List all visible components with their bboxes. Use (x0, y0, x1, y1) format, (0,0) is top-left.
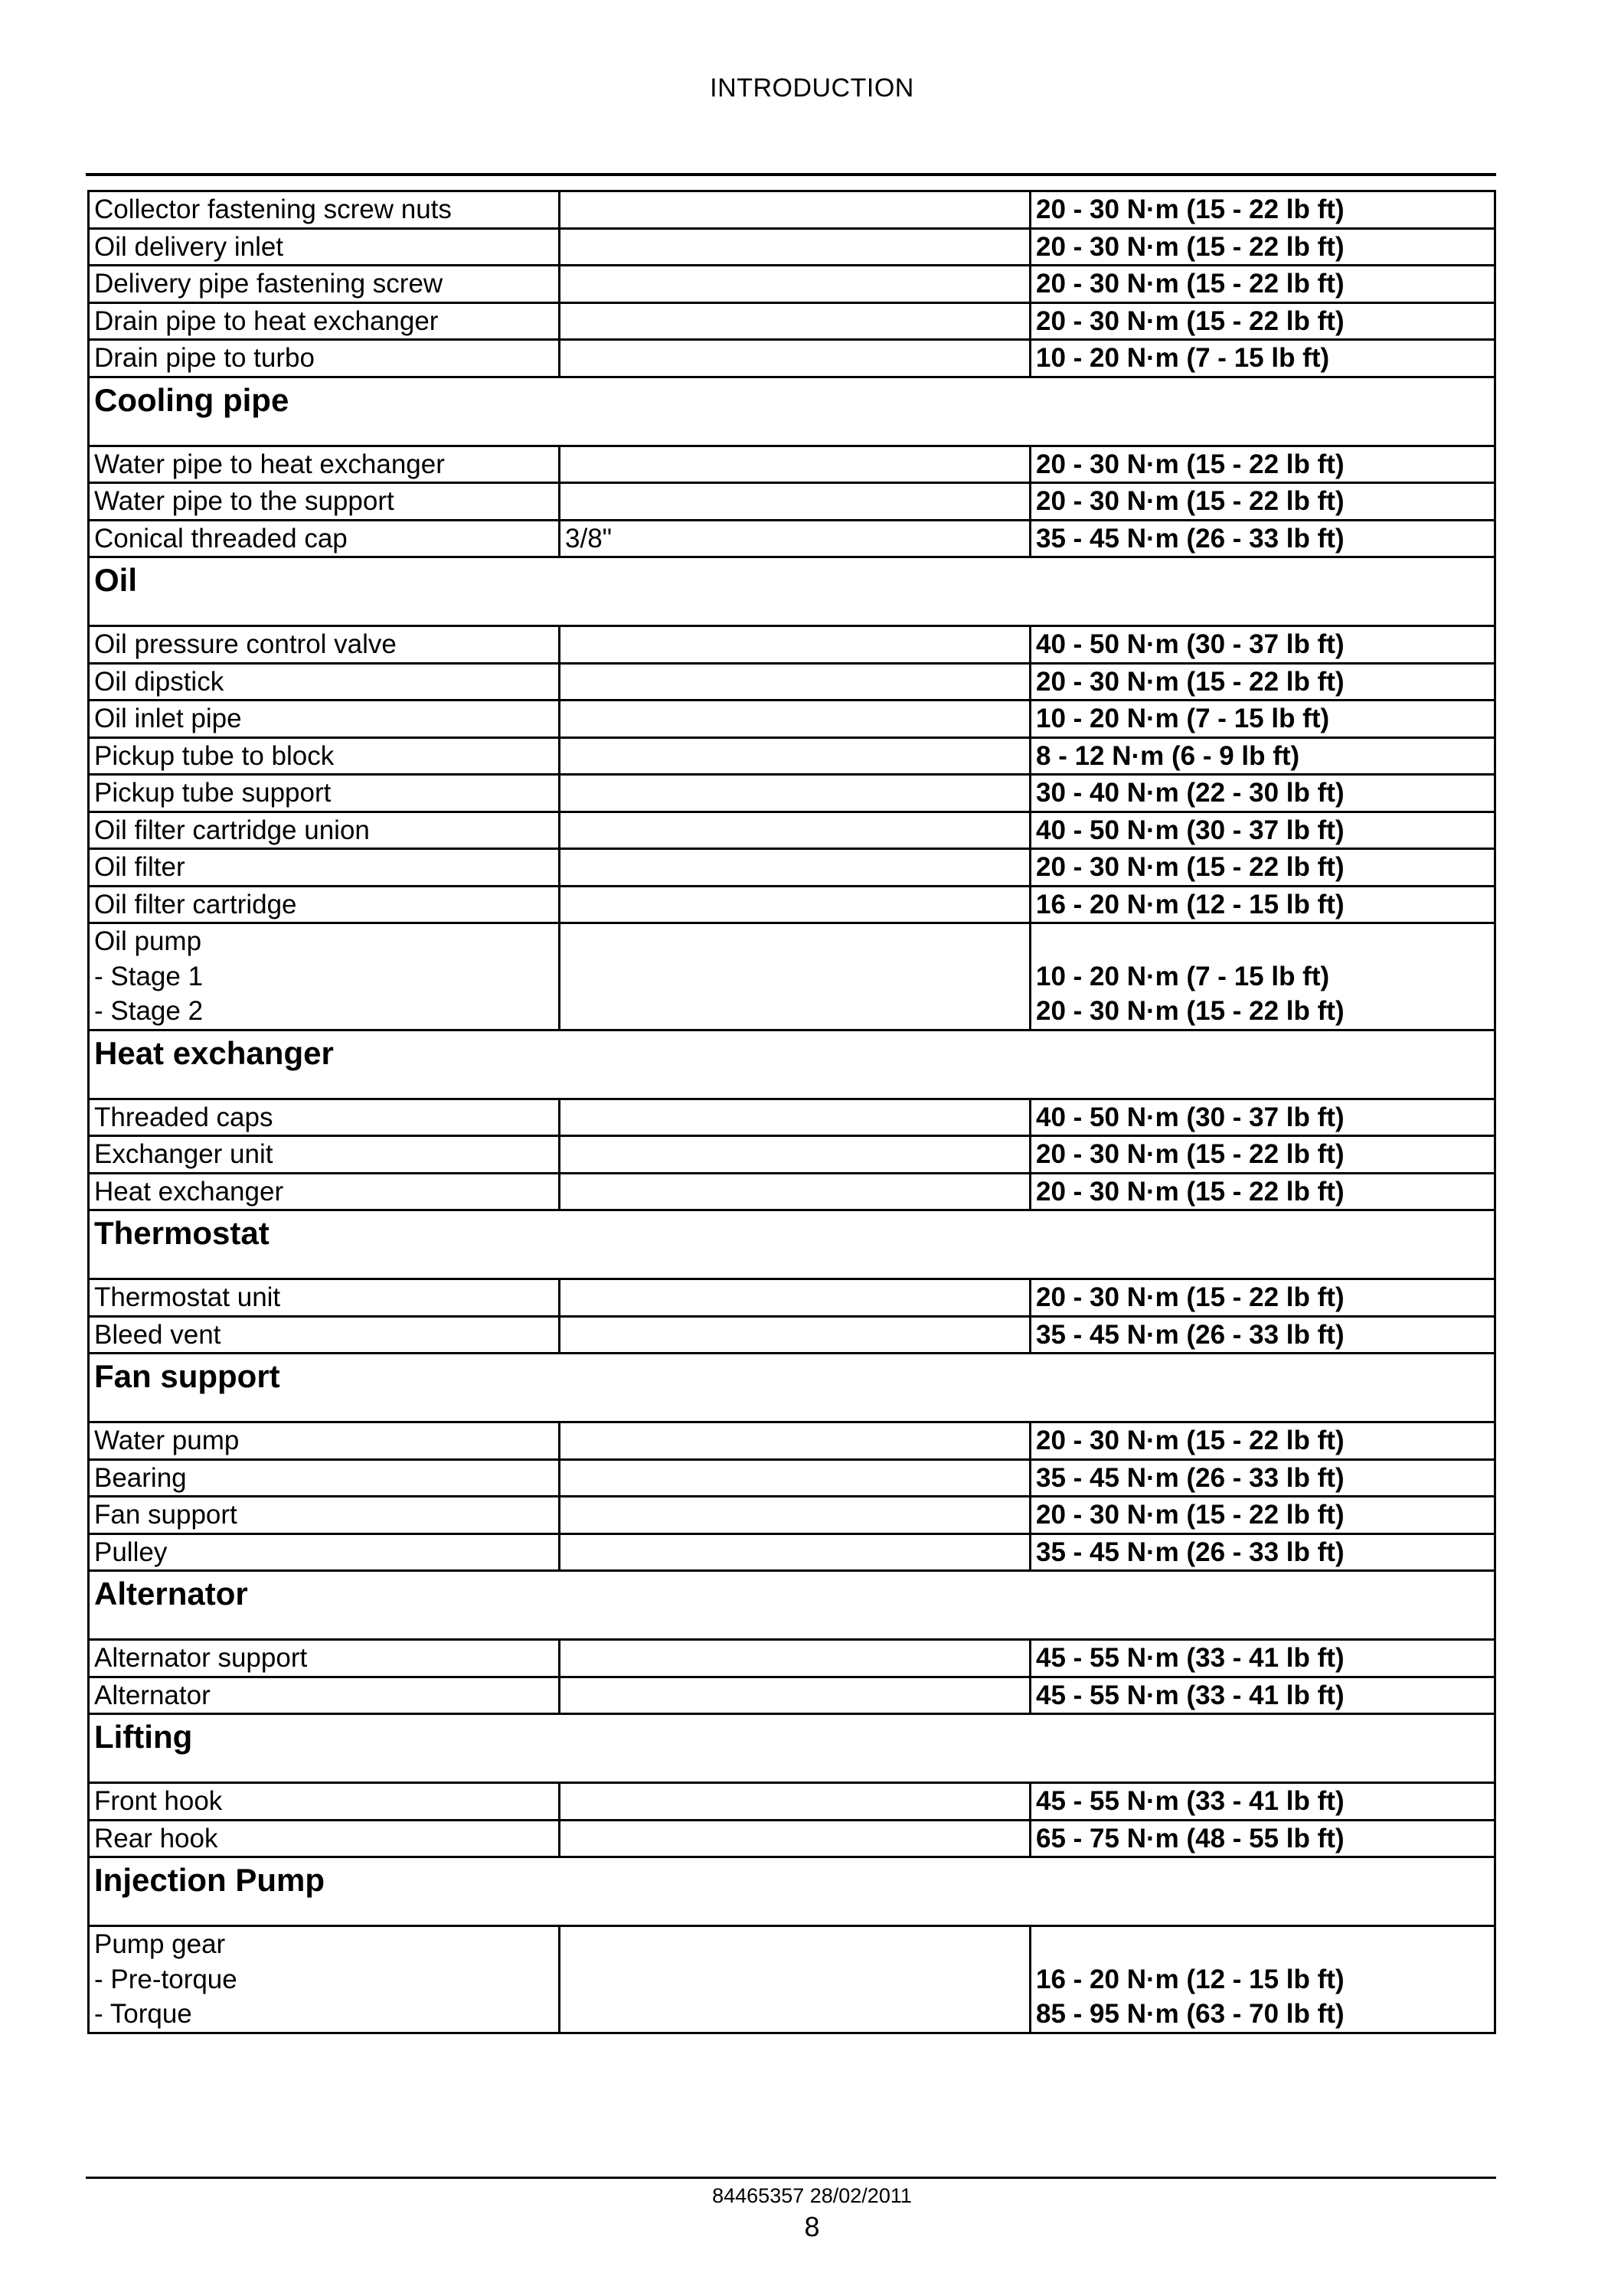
table-row (89, 886, 1495, 923)
torque-line (1036, 924, 1489, 959)
table-row (89, 1279, 1495, 1317)
torque-cell: 10 - 20 N·m (7 - 15 lb ft) (1031, 340, 1495, 377)
section-heading-row (89, 1030, 1495, 1099)
torque-cell: 40 - 50 N·m (30 - 37 lb ft) (1031, 1099, 1495, 1136)
section-heading-row (89, 557, 1495, 626)
section-heading: Oil (89, 557, 1495, 626)
torque-cell: 20 - 30 N·m (15 - 22 lb ft) (1031, 663, 1495, 701)
table-row (89, 1136, 1495, 1174)
part-cell: Drain pipe to heat exchanger (89, 302, 560, 340)
section-heading: Alternator (89, 1571, 1495, 1640)
table-row (89, 1820, 1495, 1857)
part-cell: Thermostat unit (89, 1279, 560, 1317)
document-reference: 84465357 28/02/2011 (712, 2184, 912, 2207)
torque-cell: 20 - 30 N·m (15 - 22 lb ft) (1031, 191, 1495, 229)
spec-cell (560, 1279, 1031, 1317)
table-row (89, 1533, 1495, 1571)
spec-cell (560, 663, 1031, 701)
spec-cell (560, 1820, 1031, 1857)
torque-cell: 20 - 30 N·m (15 - 22 lb ft) (1031, 1497, 1495, 1534)
spec-cell (560, 1136, 1031, 1174)
table-row (89, 520, 1495, 557)
torque-cell: 20 - 30 N·m (15 - 22 lb ft) (1031, 1279, 1495, 1317)
table-row (89, 1173, 1495, 1210)
torque-cell (1031, 1926, 1495, 2033)
part-cell: Drain pipe to turbo (89, 340, 560, 377)
table-row (89, 923, 1495, 1030)
torque-line: 20 - 30 N·m (15 - 22 lb ft) (1036, 996, 1345, 1026)
spec-cell (560, 1926, 1031, 2033)
spec-cell (560, 1533, 1031, 1571)
table-row (89, 1677, 1495, 1714)
torque-cell: 20 - 30 N·m (15 - 22 lb ft) (1031, 446, 1495, 483)
spec-cell (560, 302, 1031, 340)
spec-cell (560, 849, 1031, 887)
part-cell: Threaded caps (89, 1099, 560, 1136)
spec-cell (560, 1316, 1031, 1354)
torque-line: 85 - 95 N·m (63 - 70 lb ft) (1036, 1999, 1345, 2029)
torque-cell: 35 - 45 N·m (26 - 33 lb ft) (1031, 1316, 1495, 1354)
torque-cell: 20 - 30 N·m (15 - 22 lb ft) (1031, 228, 1495, 266)
part-cell: Rear hook (89, 1820, 560, 1857)
part-line: Pump gear (94, 1929, 226, 1959)
section-heading-row (89, 1857, 1495, 1926)
part-cell: Water pump (89, 1422, 560, 1460)
section-heading-row (89, 1571, 1495, 1640)
torque-cell: 30 - 40 N·m (22 - 30 lb ft) (1031, 775, 1495, 812)
spec-cell (560, 775, 1031, 812)
table-row (89, 266, 1495, 303)
spec-cell (560, 266, 1031, 303)
part-line: - Torque (94, 1999, 192, 2029)
spec-cell (560, 701, 1031, 738)
spec-cell (560, 1677, 1031, 1714)
part-cell: Water pipe to heat exchanger (89, 446, 560, 483)
table-row (89, 849, 1495, 887)
table-row (89, 1316, 1495, 1354)
torque-cell: 20 - 30 N·m (15 - 22 lb ft) (1031, 1173, 1495, 1210)
spec-cell (560, 1497, 1031, 1534)
torque-cell: 45 - 55 N·m (33 - 41 lb ft) (1031, 1677, 1495, 1714)
torque-cell: 35 - 45 N·m (26 - 33 lb ft) (1031, 520, 1495, 557)
spec-cell (560, 1099, 1031, 1136)
part-cell: Oil filter cartridge (89, 886, 560, 923)
table-row (89, 1926, 1495, 2033)
spec-cell (560, 886, 1031, 923)
spec-cell (560, 1459, 1031, 1497)
part-cell: Bearing (89, 1459, 560, 1497)
part-cell: Exchanger unit (89, 1136, 560, 1174)
part-cell: Oil pressure control valve (89, 626, 560, 664)
part-cell: Pickup tube to block (89, 737, 560, 775)
part-line: - Pre-torque (94, 1964, 237, 1994)
table-row (89, 191, 1495, 229)
torque-cell: 20 - 30 N·m (15 - 22 lb ft) (1031, 302, 1495, 340)
torque-cell: 40 - 50 N·m (30 - 37 lb ft) (1031, 626, 1495, 664)
spec-cell (560, 812, 1031, 849)
part-cell: Oil inlet pipe (89, 701, 560, 738)
spec-cell (560, 1783, 1031, 1821)
torque-cell: 10 - 20 N·m (7 - 15 lb ft) (1031, 701, 1495, 738)
spec-cell (560, 923, 1031, 1030)
header-rule (86, 173, 1496, 176)
part-cell: Alternator (89, 1677, 560, 1714)
torque-cell: 65 - 75 N·m (48 - 55 lb ft) (1031, 1820, 1495, 1857)
table-row (89, 1783, 1495, 1821)
torque-table-body (89, 191, 1495, 2033)
spec-cell (560, 737, 1031, 775)
part-cell: Alternator support (89, 1640, 560, 1677)
table-row (89, 1422, 1495, 1460)
torque-table (87, 190, 1496, 2034)
torque-cell: 16 - 20 N·m (12 - 15 lb ft) (1031, 886, 1495, 923)
part-line: Oil pump (94, 926, 202, 956)
table-row (89, 663, 1495, 701)
section-heading: Cooling pipe (89, 377, 1495, 446)
part-cell: Water pipe to the support (89, 483, 560, 521)
spec-cell (560, 446, 1031, 483)
torque-cell: 20 - 30 N·m (15 - 22 lb ft) (1031, 1136, 1495, 1174)
page-header: INTRODUCTION (710, 73, 914, 103)
part-cell: Heat exchanger (89, 1173, 560, 1210)
table-row (89, 1099, 1495, 1136)
table-row (89, 701, 1495, 738)
torque-cell: 20 - 30 N·m (15 - 22 lb ft) (1031, 849, 1495, 887)
page-number: 8 (804, 2211, 820, 2242)
table-row (89, 483, 1495, 521)
part-cell: Collector fastening screw nuts (89, 191, 560, 229)
section-heading-row (89, 377, 1495, 446)
part-cell (89, 1926, 560, 2033)
table-row (89, 812, 1495, 849)
table-row (89, 1640, 1495, 1677)
spec-cell (560, 626, 1031, 664)
torque-line (1036, 1927, 1489, 1962)
part-cell: Oil filter cartridge union (89, 812, 560, 849)
section-heading: Injection Pump (89, 1857, 1495, 1926)
torque-cell: 20 - 30 N·m (15 - 22 lb ft) (1031, 483, 1495, 521)
spec-cell (560, 1173, 1031, 1210)
spec-cell (560, 191, 1031, 229)
table-row (89, 775, 1495, 812)
torque-cell: 40 - 50 N·m (30 - 37 lb ft) (1031, 812, 1495, 849)
table-row (89, 340, 1495, 377)
part-cell: Front hook (89, 1783, 560, 1821)
part-cell: Oil filter (89, 849, 560, 887)
section-heading: Thermostat (89, 1210, 1495, 1279)
torque-cell: 45 - 55 N·m (33 - 41 lb ft) (1031, 1783, 1495, 1821)
spec-cell: 3/8" (560, 520, 1031, 557)
part-cell: Pickup tube support (89, 775, 560, 812)
torque-cell: 8 - 12 N·m (6 - 9 lb ft) (1031, 737, 1495, 775)
section-heading: Lifting (89, 1714, 1495, 1783)
torque-cell: 45 - 55 N·m (33 - 41 lb ft) (1031, 1640, 1495, 1677)
part-line: - Stage 2 (94, 996, 204, 1026)
spec-cell (560, 340, 1031, 377)
spec-cell (560, 228, 1031, 266)
section-heading-row (89, 1714, 1495, 1783)
section-heading: Fan support (89, 1354, 1495, 1422)
part-cell: Bleed vent (89, 1316, 560, 1354)
section-heading-row (89, 1354, 1495, 1422)
torque-line: 16 - 20 N·m (12 - 15 lb ft) (1036, 1964, 1345, 1994)
spec-cell (560, 1640, 1031, 1677)
table-row (89, 446, 1495, 483)
table-row (89, 228, 1495, 266)
spec-cell (560, 483, 1031, 521)
section-heading-row (89, 1210, 1495, 1279)
part-cell: Oil dipstick (89, 663, 560, 701)
part-cell: Delivery pipe fastening screw (89, 266, 560, 303)
torque-cell (1031, 923, 1495, 1030)
part-cell (89, 923, 560, 1030)
part-cell: Fan support (89, 1497, 560, 1534)
torque-cell: 35 - 45 N·m (26 - 33 lb ft) (1031, 1459, 1495, 1497)
table-row (89, 1459, 1495, 1497)
section-heading: Heat exchanger (89, 1030, 1495, 1099)
part-cell: Oil delivery inlet (89, 228, 560, 266)
torque-line: 10 - 20 N·m (7 - 15 lb ft) (1036, 961, 1330, 991)
part-cell: Pulley (89, 1533, 560, 1571)
table-row (89, 737, 1495, 775)
table-row (89, 302, 1495, 340)
torque-cell: 20 - 30 N·m (15 - 22 lb ft) (1031, 266, 1495, 303)
table-row (89, 1497, 1495, 1534)
torque-cell: 35 - 45 N·m (26 - 33 lb ft) (1031, 1533, 1495, 1571)
part-line: - Stage 1 (94, 961, 204, 991)
spec-cell (560, 1422, 1031, 1460)
table-row (89, 626, 1495, 664)
footer-rule (86, 2177, 1496, 2179)
torque-cell: 20 - 30 N·m (15 - 22 lb ft) (1031, 1422, 1495, 1460)
part-cell: Conical threaded cap (89, 520, 560, 557)
